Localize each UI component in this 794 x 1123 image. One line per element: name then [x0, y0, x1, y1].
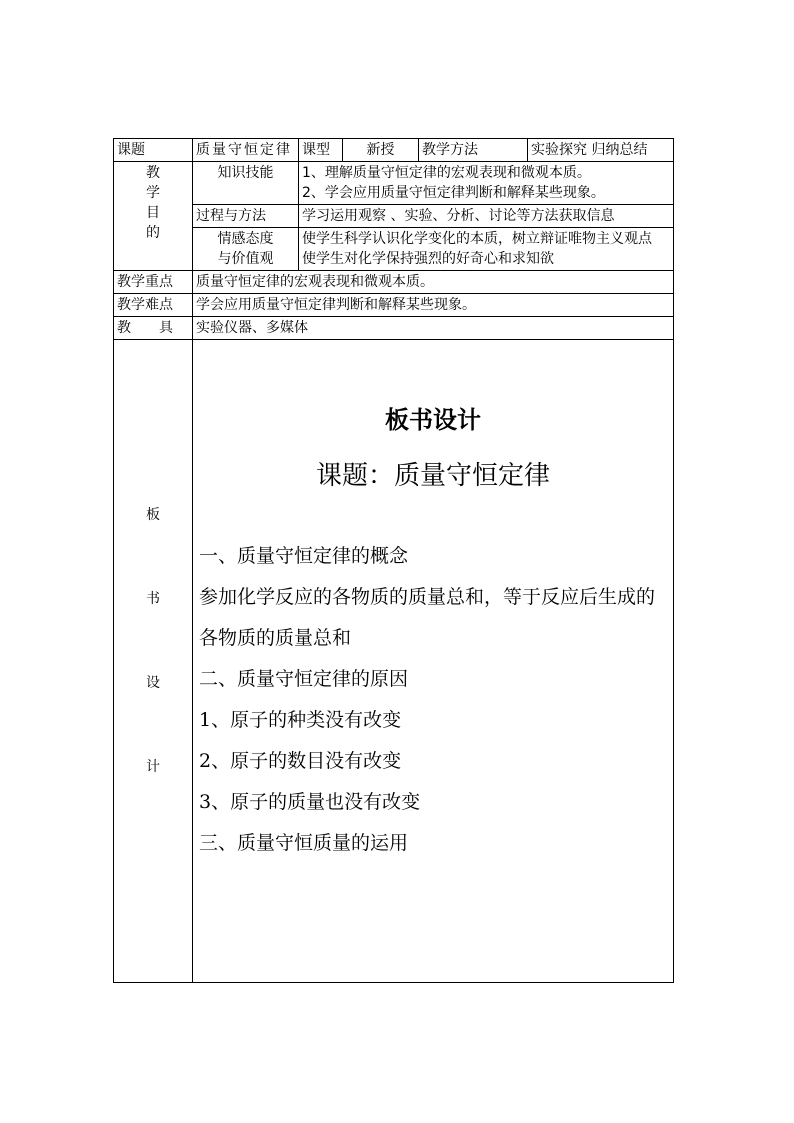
goals-label-char: 目	[146, 205, 160, 221]
board-row	[114, 340, 674, 983]
board-line: 3、原子的质量也没有改变	[199, 791, 421, 813]
attitude-row	[114, 228, 674, 271]
method-label: 教学方法	[419, 139, 528, 162]
attitude-label	[193, 228, 299, 271]
tools-value: 实验仪器、多媒体	[193, 317, 674, 340]
process-value: 学习运用观察 、实验、分析、讨论等方法获取信息	[299, 205, 674, 228]
goals-label-char: 学	[146, 185, 160, 201]
goals-label	[114, 162, 193, 271]
process-label: 过程与方法	[193, 205, 299, 228]
attitude-label-line: 情感态度	[217, 231, 274, 247]
attitude-label-line: 与价值观	[217, 251, 274, 267]
board-line: 参加化学反应的各物质的质量总和，等于反应后生成的各物质的质量总和	[199, 586, 656, 649]
knowledge-line: 2、学会应用质量守恒定律判断和解释某些现象。	[302, 185, 605, 201]
board-line: 一、质量守恒定律的概念	[199, 545, 409, 567]
difficulty-row	[114, 294, 674, 317]
key-point-label: 教学重点	[114, 271, 193, 294]
key-point-value: 质量守恒定律的宏观表现和微观本质。	[193, 271, 674, 294]
tools-label: 教 具	[114, 317, 193, 340]
goals-label-char: 教	[146, 165, 160, 181]
goals-label-char: 的	[146, 225, 160, 241]
board-side-char: 板	[146, 507, 160, 523]
difficulty-value: 学会应用质量守恒定律判断和解释某些现象。	[193, 294, 674, 317]
process-row	[114, 205, 674, 228]
topic-value: 质量守恒定律	[193, 139, 299, 162]
board-content	[193, 340, 674, 983]
board-side-label	[114, 340, 193, 983]
attitude-line: 使学生对化学保持强烈的好奇心和求知欲	[302, 251, 554, 267]
board-side-char: 设	[146, 675, 160, 691]
board-title: 板书设计	[385, 405, 481, 434]
lesson-plan-table	[113, 138, 674, 983]
method-value: 实验探究 归纳总结	[528, 139, 674, 162]
tools-row	[114, 317, 674, 340]
topic-label: 课题	[114, 139, 193, 162]
board-line: 三、质量守恒质量的运用	[199, 832, 409, 854]
header-row	[114, 139, 674, 162]
board-side-char: 书	[146, 591, 160, 607]
knowledge-row	[114, 162, 674, 205]
board-line: 1、原子的种类没有改变	[199, 709, 402, 731]
knowledge-line: 1、理解质量守恒定律的宏观表现和微观本质。	[302, 165, 591, 181]
type-label: 课型	[299, 139, 343, 162]
knowledge-label: 知识技能	[193, 162, 299, 205]
board-line: 二、质量守恒定律的原因	[199, 668, 409, 690]
board-side-char: 计	[146, 759, 160, 775]
knowledge-value	[299, 162, 674, 205]
board-line: 2、原子的数目没有改变	[199, 750, 402, 772]
key-point-row	[114, 271, 674, 294]
attitude-line: 使学生科学认识化学变化的本质，树立辩证唯物主义观点	[302, 231, 652, 247]
board-subtitle: 课题：质量守恒定律	[315, 461, 550, 491]
type-value: 新授	[343, 139, 419, 162]
attitude-value	[299, 228, 674, 271]
difficulty-label: 教学难点	[114, 294, 193, 317]
